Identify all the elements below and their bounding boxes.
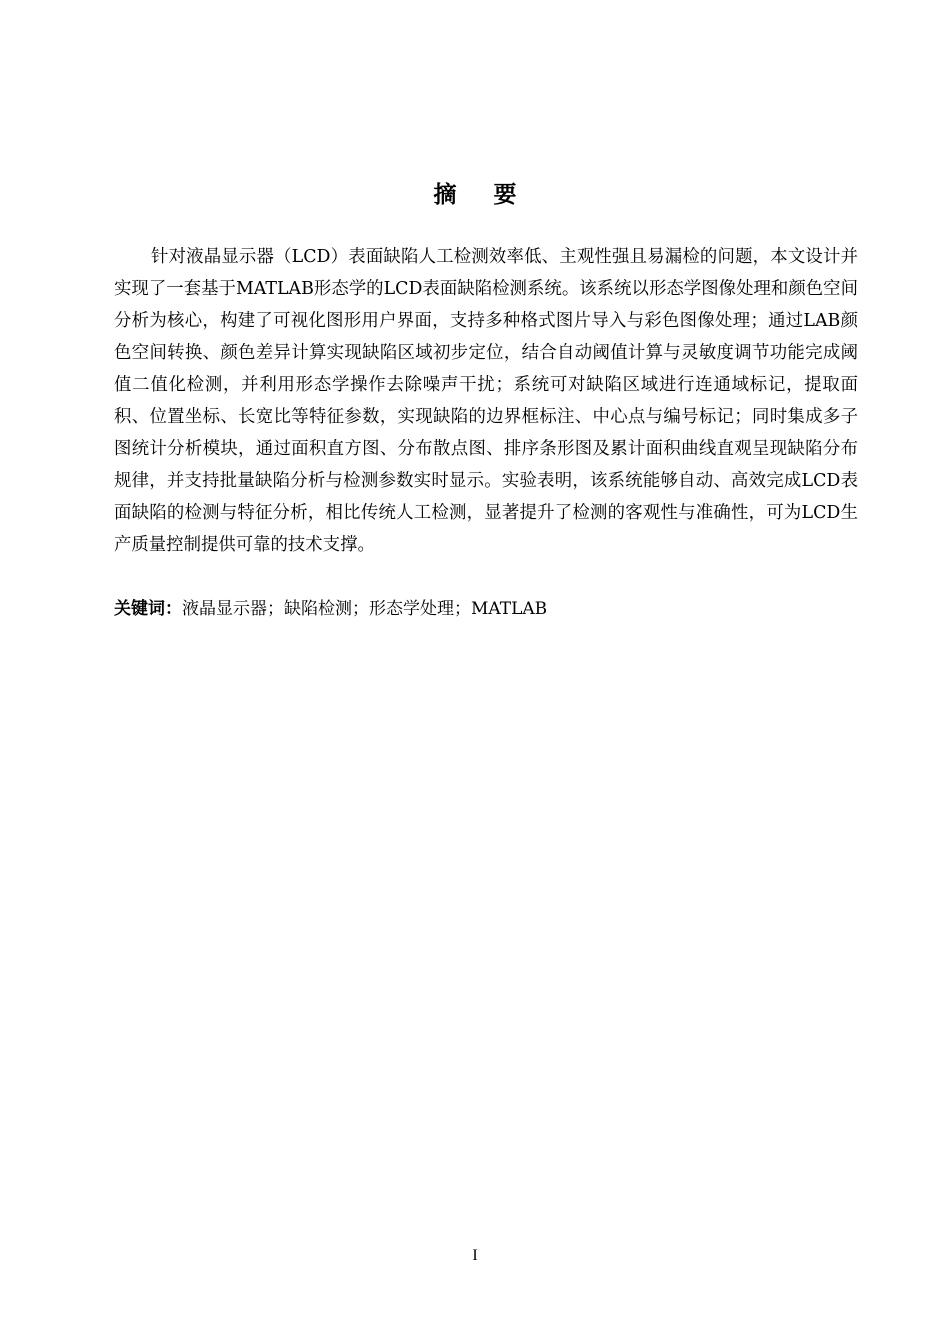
keywords-line	[114, 593, 858, 625]
abstract-paragraph: 针对液晶显示器（LCD）表面缺陷人工检测效率低、主观性强且易漏检的问题，本文设计并实现了一套基于MATLAB形态学的LCD表面缺陷检测系统。该系统以形态学图像处理和颜色空间分析为核心，构建了可视化图形用户界面，支持多种格式图片导入与彩色图像处理；通过LAB颜色空间转换、颜色差异计算实现缺陷区域初步定位，结合自动阈值计算与灵敏度调节功能完成阈值二值化检测，并利用形态学操作去除噪声干扰；系统可对缺陷区域进行连通域标记，提取面积、位置坐标、长宽比等特征参数，实现缺陷的边界框标注、中心点与编号标记；同时集成多子图统计分析模块，通过面积直方图、分布散点图、排序条形图及累计面积曲线直观呈现缺陷分布规律，并支持批量缺陷分析与检测参数实时显示。实验表明，该系统能够自动、高效完成LCD表面缺陷的检测与特征分析，相比传统人工检测，显著提升了检测的客观性与准确性，可为LCD生产质量控制提供可靠的技术支撑。	[114, 247, 858, 555]
keywords-label: 关键词：	[114, 599, 182, 619]
page-title: 摘要	[433, 182, 554, 208]
page-number: I	[472, 1247, 478, 1264]
keywords-value: 液晶显示器；缺陷检测；形态学处理；MATLAB	[182, 599, 548, 619]
